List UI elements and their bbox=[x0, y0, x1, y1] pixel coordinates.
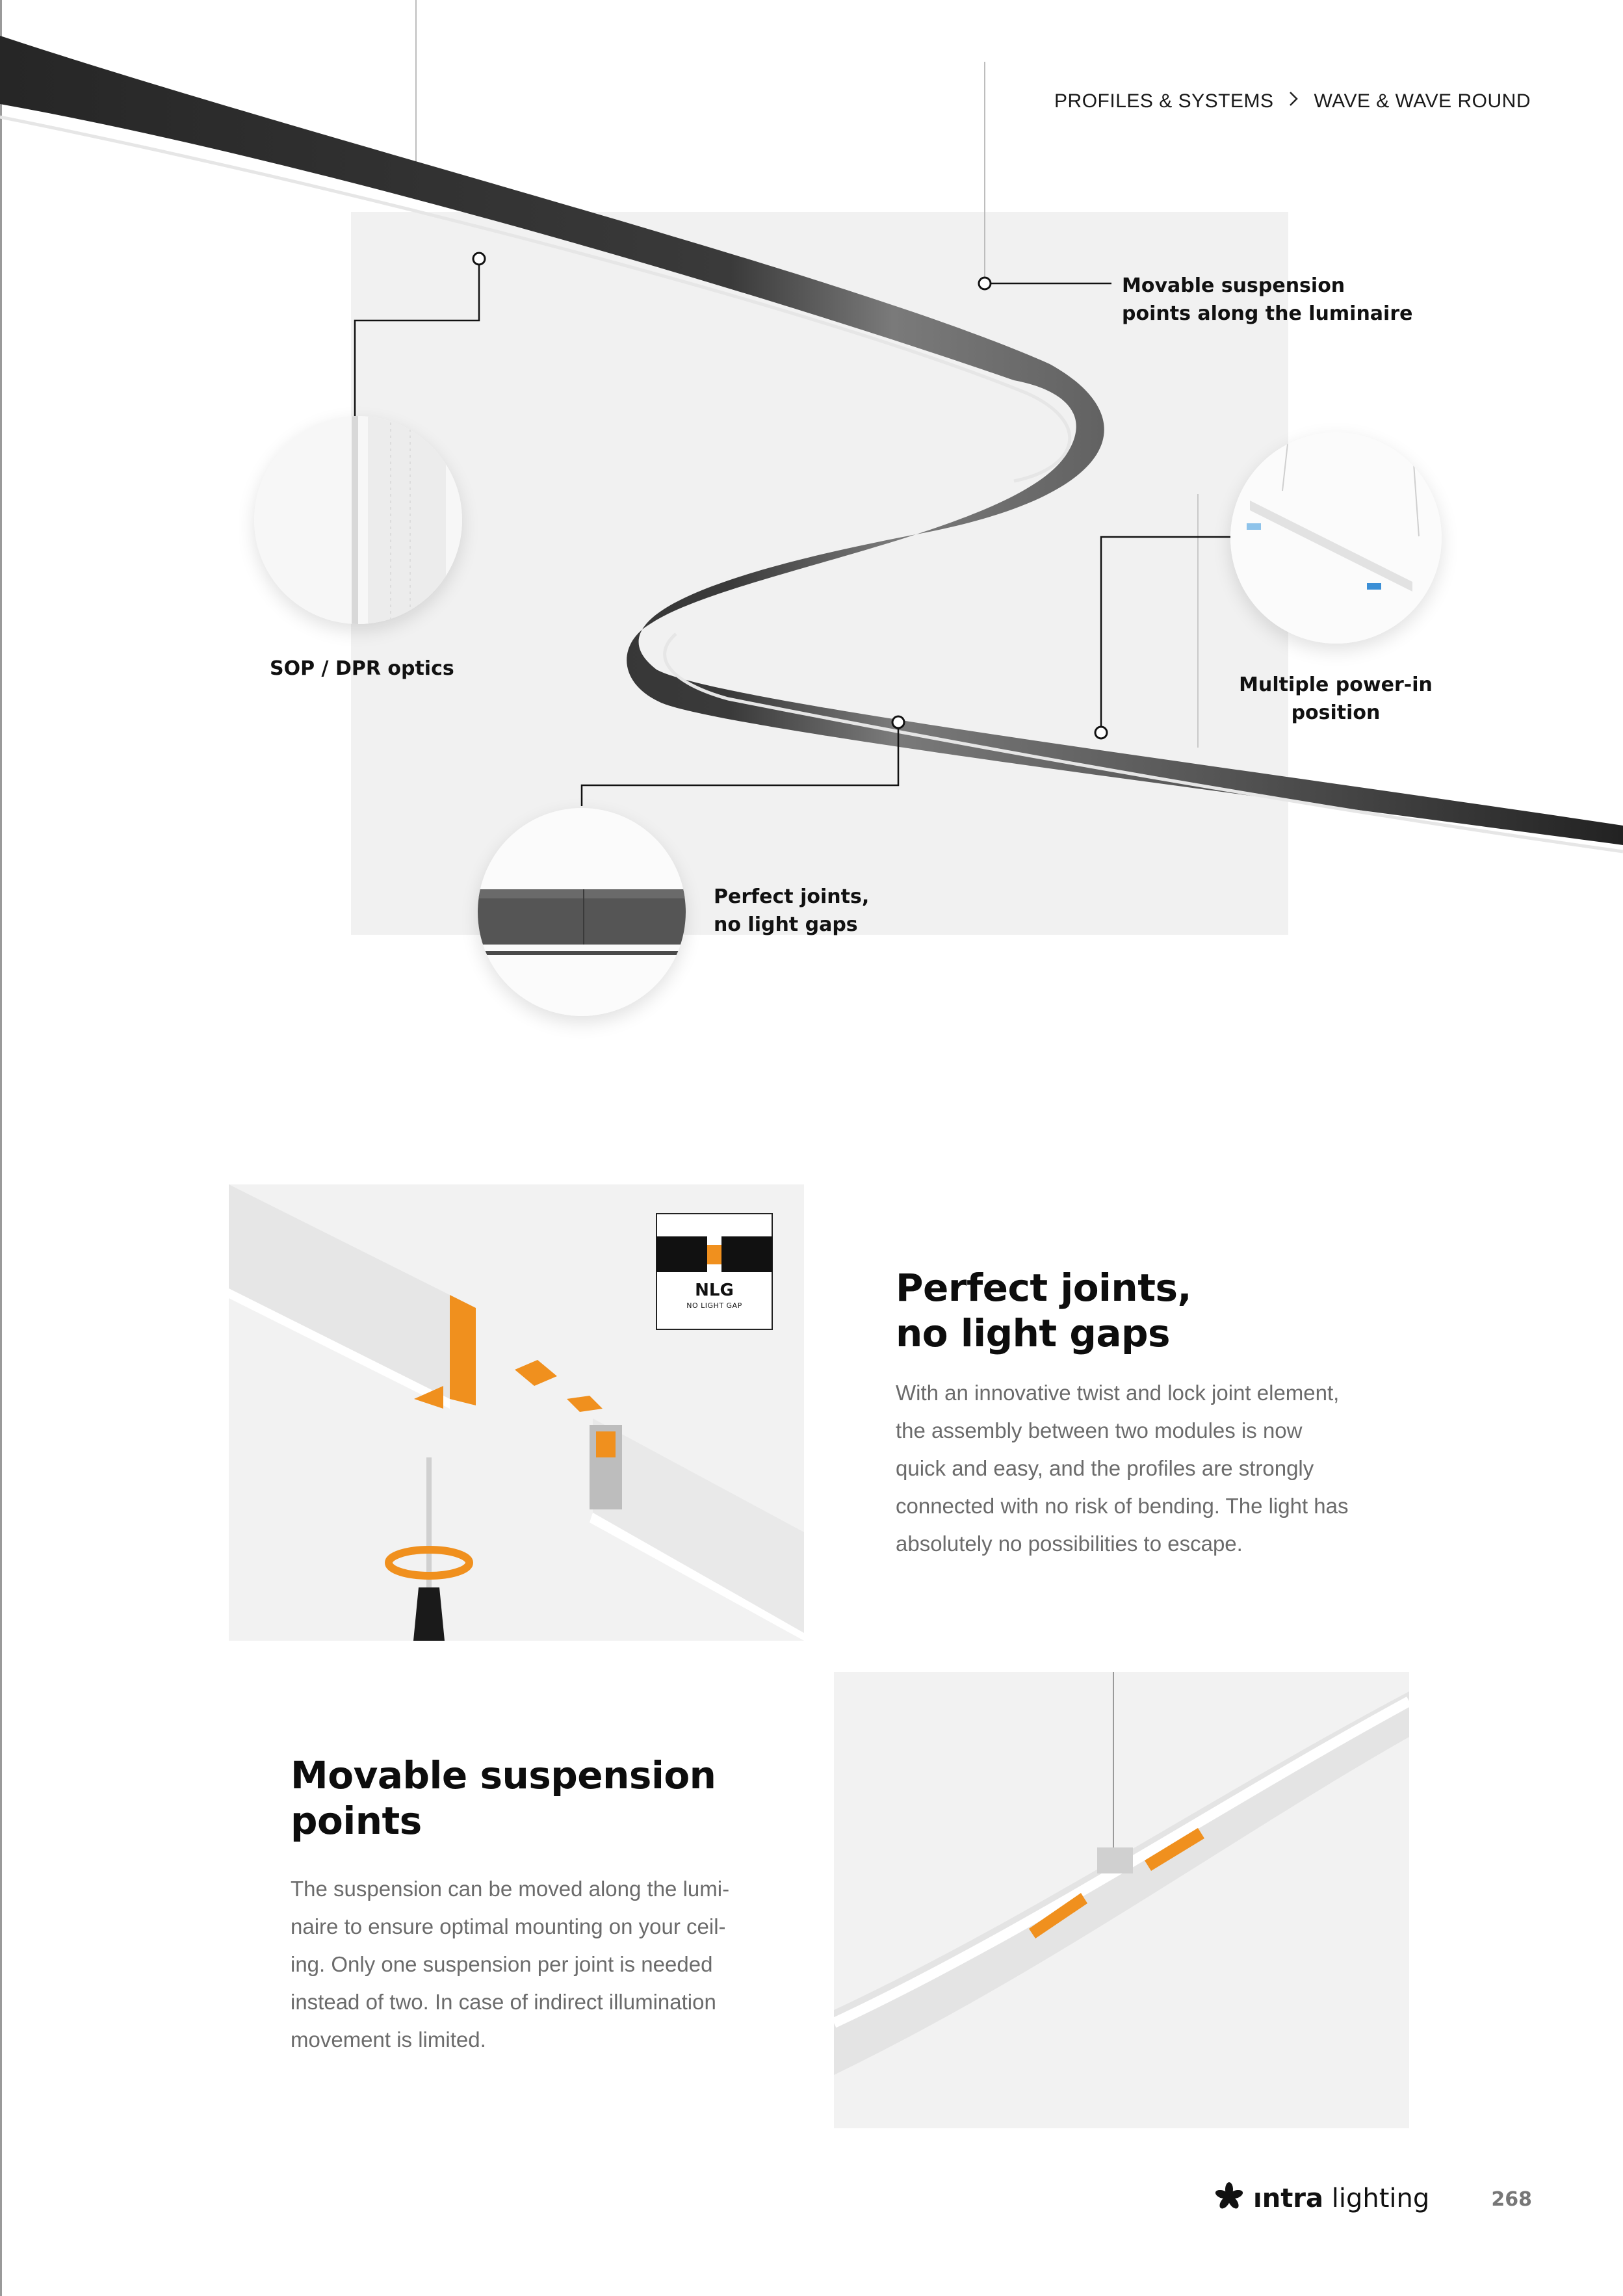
callout-optics: SOP / DPR optics bbox=[270, 657, 454, 680]
callout-power: Multiple power-in position bbox=[1239, 673, 1433, 724]
intra-lighting-logo[interactable] bbox=[1214, 2182, 1429, 2215]
joints-section-title: Perfect joints, no light gaps bbox=[896, 1266, 1191, 1355]
joints-section-body: With an innovative twist and lock joint element, the assembly between two modules is now quick and easy, and the profiles are strongly connected with no risk of bending. The light has absolutely no possibilities to escape. bbox=[896, 1381, 1349, 1556]
callout-dot bbox=[473, 253, 485, 265]
breadcrumb-page[interactable]: WAVE & WAVE ROUND bbox=[1314, 90, 1531, 112]
suspension-section-body: The suspension can be moved along the lumi- naire to ensure optimal mounting on your ceil- ing. Only one suspension per joint is needed instead of two. In case of indirect illumination movement is limited. bbox=[291, 1877, 730, 2052]
joint-detail-image bbox=[478, 808, 686, 1016]
logo-text: ıntra lighting bbox=[1253, 2183, 1430, 2213]
power-in-detail-image bbox=[1230, 432, 1442, 644]
callout-suspension: Movable suspension points along the luminaire bbox=[1122, 274, 1413, 325]
page-number: 268 bbox=[1491, 2188, 1532, 2211]
nlg-badge: NLG NO LIGHT GAP bbox=[686, 1281, 742, 1310]
callout-dot bbox=[979, 278, 991, 289]
suspension-section-title: Movable suspension points bbox=[291, 1753, 716, 1843]
logo-star-icon bbox=[1214, 2182, 1244, 2215]
optics-detail-image bbox=[254, 416, 462, 624]
callout-dot bbox=[892, 716, 904, 728]
breadcrumb-section[interactable]: PROFILES & SYSTEMS bbox=[1054, 90, 1274, 112]
suspension-point-image bbox=[834, 1672, 1409, 2128]
callout-joints: Perfect joints, no light gaps bbox=[714, 885, 870, 936]
callout-dot bbox=[1095, 727, 1107, 738]
joint-assembly-image bbox=[229, 1184, 804, 1641]
